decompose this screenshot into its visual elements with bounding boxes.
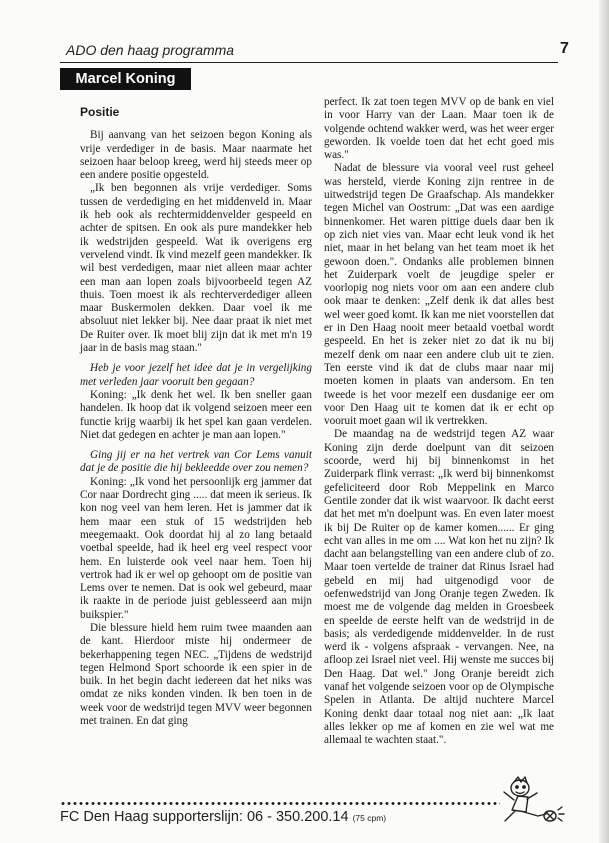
article-paragraph: Koning: „Ik denk het wel. Ik ben sneller gaan handelen. Ik hoop dat ik volgend seizoen meer een functie krijg waarbij ik het spel kan gaan verdelen. Niet dat gedegen en achter je man aan lopen." bbox=[80, 388, 312, 441]
supporters-hotline bbox=[60, 809, 386, 825]
football-player-mascot-icon bbox=[484, 776, 574, 828]
article-paragraph: Bij aanvang van het seizoen begon Koning als vrije verdediger in de basis. Maar naarmate het seizoen haar beloop kreeg, werd hij steeds meer op een andere positie opgesteld. bbox=[80, 129, 312, 182]
interview-question: Heb je voor jezelf het idee dat je in vergelijking met verleden jaar vooruit ben gegaan? bbox=[80, 362, 312, 388]
article-left-column bbox=[80, 106, 312, 728]
page-edge-shadow bbox=[599, 0, 609, 843]
article-paragraph: „Ik ben begonnen als vrije verdediger. Soms tussen de verdediging en het middenveld in. Maar ik heb ook als rechtermiddenvelder gespeeld en achter de spitsen. En ook als pure mandekker heb ik wedstrijden gespeeld. Wat ik overigens erg vervelend vindt. Ik vind mezelf geen mandekker. Ik wil best verdedigen, maar niet alleen maar achter een man aan lopen zoals bijvoorbeeld tegen AZ thuis. Toen moest ik als rechterverdediger alleen maar Buskermolen dekken. Daar voel ik me absoluut niet lekker bij. Nee daar praat ik niet met De Ruiter over. Ik moet blij zijn dat ik met m'n 19 jaar in de basis mag staan." bbox=[80, 182, 312, 355]
article-paragraph: Die blessure hield hem ruim twee maanden aan de kant. Hierdoor miste hij ondermeer de bekerhappening tegen NEC. „Tijdens de wedstrijd tegen Helmond Sport schoorde ik een spier in de buik. In het begin dacht iedereen dat het niks was omdat ze niks konden vinden. Ik ben toen in de week voor de wedstrijd tegen MVV weer begonnen met trainen. En dat ging bbox=[80, 621, 312, 728]
article-paragraph: Nadat de blessure via vooral veel rust geheel was hersteld, vierde Koning zijn rentree in de uitwedstrijd tegen De Graafschap. Als mandekker tegen Michel van Oostrum: „Dat was een aardige binnenkomer. Het waren pittige duels daar ben ik op zich niet vies van. Maar echt leuk vond ik het niet, maar in het belang van het team moet ik het gewoon doen.". Ondanks alle problemen binnen het Zuiderpark voelt de jeugdige speler er voorlopig nog niets voor om aan een andere club ook maar te denken: „Zelf denk ik dat alles best wel weer goed komt. Ik kan me niet voorstellen dat er in Den Haag nooit meer betaald voetbal wordt gespeeld. En het is zeker niet zo dat ik nu bij mezelf denk om naar een andere club uit te zien. Ten eerste vind ik dat de clubs maar naar mij moeten komen in plaats van andersom. En ten tweede is het voor mezelf een dusdanige eer om voor Den Haag uit te komen dat ik er echt op vooruit moet gaan wil ik vertrekken. bbox=[324, 162, 554, 428]
article-right-column bbox=[324, 96, 554, 748]
article-paragraph: Koning: „Ik vond het persoonlijk erg jammer dat Cor naar Dordrecht ging ..... dat meen ik serieus. Ik kon nog veel van hem leren. Het is jammer dat ik hem maar een stuk of 15 wedstrijden heb meegemaakt. Ook doordat hij al zo lang betaald voetbal speelde, had ik heel erg veel respect voor hem. En luisterde ook veel naar hem. Toen hij vertrok had ik er wel op gehoopt om de positie van Lems over te nemen. Dat is ook wel gebeurd, maar ik raakte in de periode juist geblesseerd aan mijn buikspier." bbox=[80, 475, 312, 621]
name-banner: Marcel Koning bbox=[60, 68, 191, 90]
interview-question: Ging jij er na het vertrek van Cor Lems vanuit dat je de positie die hij bekleedde over zou nemen? bbox=[80, 449, 312, 475]
running-header-title: ADO den haag programma bbox=[66, 42, 235, 58]
dotted-divider bbox=[60, 801, 500, 806]
header-rule bbox=[60, 62, 558, 63]
hotline-cost: (75 cpm) bbox=[352, 813, 387, 823]
article-paragraph: De maandag na de wedstrijd tegen AZ waar Koning zijn derde doelpunt van dit seizoen scoorde, werd hij bij binnenkomst in het Zuiderpark flink verrast: „Ik werd bij binnenkomst gefeliciteerd door Rob Meppelink en Marco Gentile zonder dat ik wist waarvoor. Ik dacht eerst dat het met m'n doelpunt was. En even later moest ik bij De Ruiter op de kamer komen...... Er ging echt van alles in me om .... Wat kon het nu zijn? Ik dacht aan belangstelling van een andere club of zo. Maar toen vertelde de trainer dat Rinus Israel had gebeld en mij had uitgenodigd voor de oefenwedstrijd van Jong Oranje tegen Zweden. Ik moest me de volgende dag melden in Groesbeek en speelde de eerste helft van de wedstrijd in de basis; als verdedigende middenvelder. In de rust werd ik - volgens afspraak - vervangen. Nee, na afloop zei Israel niet veel. Hij wenste me succes bij Den Haag. Dat wel." Jong Oranje bereidt zich vanaf het volgende seizoen voor op de Olympische Spelen in Atlanta. De altijd nuchtere Marcel Koning denkt daar totaal nog niet aan: „Ik laat alles lekker op me af komen en zie wel wat me allemaal te wachten staat.". bbox=[324, 428, 554, 747]
article-paragraph: perfect. Ik zat toen tegen MVV op de bank en viel in voor Harry van der Laan. Maar toen ik de volgende ochtend wakker werd, was het weer erger geworden. Ik voelde toen dat het echt goed mis was." bbox=[324, 96, 554, 162]
page-number: 7 bbox=[560, 40, 569, 57]
section-heading: Positie bbox=[80, 105, 120, 119]
hotline-text: FC Den Haag supporterslijn: 06 - 350.200.14 bbox=[60, 809, 349, 825]
